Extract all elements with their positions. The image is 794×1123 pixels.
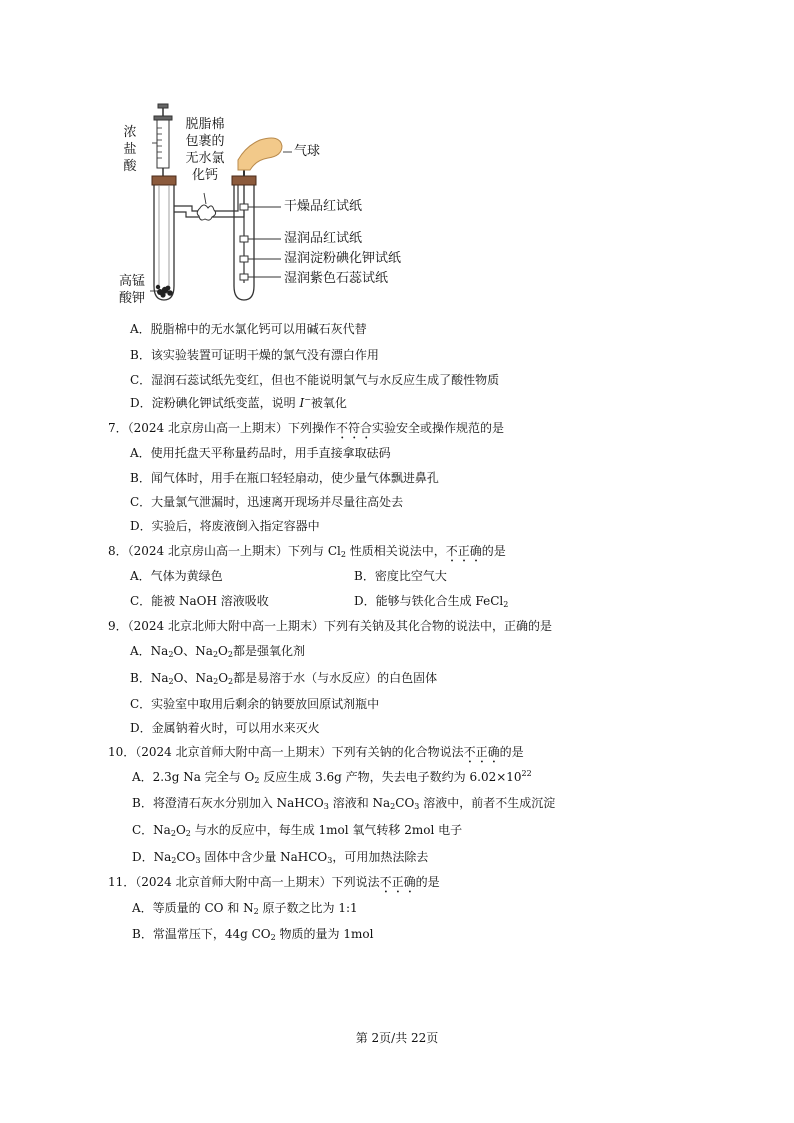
q7-stem bbox=[108, 420, 504, 442]
option-text: B．常温常压下，44g CO bbox=[132, 927, 271, 941]
subscript: 2 bbox=[390, 802, 396, 811]
left-test-tube bbox=[152, 176, 176, 300]
stem-text: 性质相关说法中， bbox=[345, 544, 446, 558]
stem-emphasis: 不符合 bbox=[336, 421, 373, 435]
q11-stem bbox=[108, 874, 440, 896]
subscript: 2 bbox=[168, 677, 174, 686]
label-line: 高锰 bbox=[118, 274, 145, 289]
stem-text: 的是 bbox=[499, 745, 524, 759]
option-text: 都是易溶于水（与水反应）的白色固体 bbox=[233, 671, 438, 685]
label-line: 化钙 bbox=[191, 168, 218, 183]
subscript: 3 bbox=[195, 856, 201, 865]
stem-text: 的是 bbox=[415, 875, 440, 889]
q11-option-b bbox=[132, 926, 373, 942]
q7-option-d: D．实验后，将废液倒入指定容器中 bbox=[130, 519, 320, 533]
subscript: 2 bbox=[213, 677, 219, 686]
formula: O bbox=[173, 644, 184, 658]
q10-option-b bbox=[132, 795, 555, 811]
stem-text: 10．（2024 北京首师大附中高一上期末）下列有关钠的化合物说法 bbox=[108, 745, 464, 759]
kmno4-solid bbox=[156, 285, 173, 298]
stem-emphasis: 不正确 bbox=[379, 875, 416, 889]
paper-label-litmus: 湿润紫色石蕊试纸 bbox=[284, 271, 389, 286]
subscript: 2 bbox=[503, 600, 509, 609]
option-text: 被氧化 bbox=[310, 396, 347, 410]
formula: CO bbox=[395, 796, 415, 810]
formula: Na bbox=[150, 644, 169, 658]
subscript: 2 bbox=[340, 550, 346, 559]
right-test-tube bbox=[232, 176, 256, 300]
q6-option-d bbox=[130, 395, 347, 411]
option-text: ，可用加热法除去 bbox=[332, 850, 429, 864]
subscript: 2 bbox=[253, 907, 259, 916]
q6-option-b: B．该实验装置可证明干燥的氯气没有漂白作用 bbox=[130, 348, 379, 362]
subscript: 3 bbox=[414, 802, 420, 811]
q8-option-a: A．气体为黄绿色 bbox=[130, 569, 223, 583]
option-text: A．2.3g Na 完全与 O bbox=[132, 770, 255, 784]
q11-option-a bbox=[132, 900, 358, 916]
formula: Na bbox=[195, 644, 213, 658]
separator: 、 bbox=[183, 644, 196, 658]
q6-option-c: C．湿润石蕊试纸先变红，但也不能说明氯气与水反应生成了酸性物质 bbox=[130, 373, 500, 387]
subscript: 2 bbox=[185, 829, 191, 838]
q7-option-a: A．使用托盘天平称量药品时，用手直接拿取砝码 bbox=[130, 446, 391, 460]
label-char: 盐 bbox=[123, 142, 137, 157]
conc-hcl-label bbox=[122, 124, 138, 175]
charge: − bbox=[304, 395, 311, 404]
stem-text: 8．（2024 北京房山高一上期末）下列与 bbox=[108, 544, 328, 558]
q8-option-c: C．能被 NaOH 溶液吸收 bbox=[130, 594, 269, 608]
iodide-symbol: I bbox=[299, 396, 305, 410]
label-line: 酸钾 bbox=[118, 291, 145, 306]
subscript: 2 bbox=[228, 677, 234, 686]
stem-emphasis: 不正确 bbox=[445, 544, 482, 558]
q9-option-b bbox=[130, 670, 437, 686]
label-line: 脱脂棉 bbox=[185, 117, 225, 132]
option-text: 溶液和 Na bbox=[328, 796, 391, 810]
option-text: 原子数之比为 1:1 bbox=[258, 901, 358, 915]
formula: Na bbox=[195, 671, 214, 685]
q9-stem: 9．（2024 北京北师大附中高一上期末）下列有关钠及其化合物的说法中，正确的是 bbox=[108, 619, 552, 633]
cotton-plug bbox=[197, 205, 215, 220]
page-footer: 第 2页/共 22页 bbox=[355, 1031, 439, 1045]
q7-option-c: C．大量氯气泄漏时，迅速离开现场并尽量往高处去 bbox=[130, 495, 404, 509]
formula: O bbox=[173, 671, 184, 685]
syringe bbox=[154, 104, 172, 180]
q8-option-b: B．密度比空气大 bbox=[354, 569, 447, 583]
cotton-label bbox=[180, 116, 230, 184]
option-text: D．淀粉碘化钾试纸变蓝，说明 bbox=[130, 396, 300, 410]
subscript: 3 bbox=[327, 856, 333, 865]
subscript: 2 bbox=[212, 650, 219, 659]
option-text: B．将澄清石灰水分别加入 NaHCO bbox=[132, 796, 324, 810]
label-char: 浓 bbox=[123, 125, 137, 140]
subscript: 2 bbox=[227, 650, 233, 659]
option-text: A．等质量的 CO 和 N bbox=[132, 901, 254, 915]
formula: CO bbox=[176, 850, 196, 864]
formula: Na bbox=[150, 671, 169, 685]
stem-text: 的是 bbox=[481, 544, 506, 558]
subscript: 2 bbox=[270, 933, 276, 942]
formula: O bbox=[175, 823, 186, 837]
q9-option-a bbox=[130, 643, 305, 659]
q10-option-a bbox=[132, 769, 532, 785]
balloon-label: 气球 bbox=[294, 144, 321, 159]
subscript: 2 bbox=[254, 776, 260, 785]
paper-label-starch-ki: 湿润淀粉碘化钾试纸 bbox=[284, 251, 402, 266]
subscript: 2 bbox=[171, 856, 177, 865]
formula: O bbox=[218, 671, 229, 685]
q8-option-d bbox=[354, 593, 508, 609]
superscript: 22 bbox=[521, 769, 532, 778]
option-text: 与水的反应中，每生成 1mol 氧气转移 2mol 电子 bbox=[190, 823, 463, 837]
stem-text: 7．（2024 北京房山高一上期末）下列操作 bbox=[108, 421, 336, 435]
option-text: D．Na bbox=[132, 850, 172, 864]
option-text: 固体中含少量 NaHCO bbox=[200, 850, 328, 864]
q6-option-a: A．脱脂棉中的无水氯化钙可以用碱石灰代替 bbox=[130, 322, 367, 336]
stem-text: 11．（2024 北京首师大附中高一上期末）下列说法 bbox=[108, 875, 380, 889]
option-letter: B． bbox=[130, 671, 151, 685]
kmno4-label bbox=[116, 273, 148, 307]
balloon bbox=[238, 138, 282, 176]
option-text: 溶液中，前者不生成沉淀 bbox=[419, 796, 556, 810]
option-text: C．Na bbox=[132, 823, 171, 837]
q10-stem bbox=[108, 744, 524, 766]
stem-text: 实验安全或操作规范的是 bbox=[372, 421, 505, 435]
q9-option-d: D．金属钠着火时，可以用水来灭火 bbox=[130, 721, 320, 735]
subscript: 2 bbox=[170, 829, 176, 838]
option-text: 都是强氧化剂 bbox=[232, 644, 305, 658]
paper-label-dry-magenta: 干燥品红试纸 bbox=[284, 199, 363, 214]
option-text: D．能够与铁化合生成 FeCl bbox=[354, 594, 504, 608]
separator: 、 bbox=[183, 671, 196, 685]
stem-emphasis: 不正确 bbox=[463, 745, 500, 759]
formula: Cl bbox=[327, 544, 341, 558]
label-char: 酸 bbox=[123, 159, 137, 174]
label-line: 包裹的 bbox=[185, 134, 225, 149]
option-letter: A． bbox=[130, 644, 151, 658]
subscript: 3 bbox=[323, 802, 329, 811]
formula: O bbox=[218, 644, 228, 658]
q9-option-c: C．实验室中取用后剩余的钠要放回原试剂瓶中 bbox=[130, 697, 380, 711]
q7-option-b: B．闻气体时，用手在瓶口轻轻扇动，使少量气体飘进鼻孔 bbox=[130, 471, 439, 485]
subscript: 2 bbox=[168, 650, 174, 659]
q10-option-d bbox=[132, 849, 428, 865]
paper-label-wet-magenta: 湿润品红试纸 bbox=[284, 231, 363, 246]
label-line: 无水氯 bbox=[185, 151, 225, 166]
option-text: 反应生成 3.6g 产物，失去电子数约为 6.02×10 bbox=[259, 770, 522, 784]
q10-option-c bbox=[132, 822, 462, 838]
q8-stem bbox=[108, 543, 506, 565]
option-text: 物质的量为 1mol bbox=[275, 927, 374, 941]
